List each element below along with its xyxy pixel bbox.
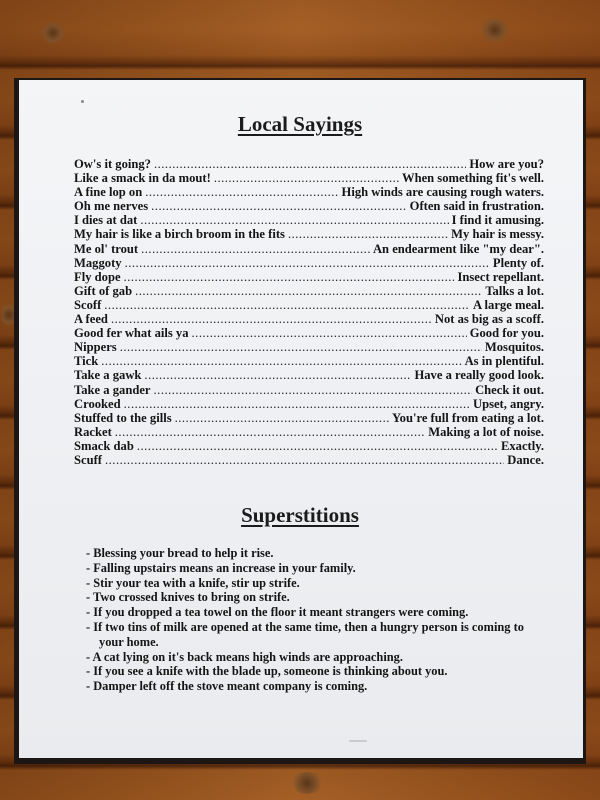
local-sayings-title: Local Sayings	[237, 112, 363, 136]
dot-leader	[151, 199, 407, 213]
superstition-item: - If you see a knife with the blade up, someone is thinking about you.	[86, 664, 448, 679]
superstition-item: - A cat lying on it's back means high winds are approaching.	[86, 649, 403, 664]
wood-knot	[290, 772, 324, 794]
saying-row	[74, 453, 544, 467]
saying-meaning: As in plentiful.	[464, 354, 544, 369]
superstitions-title: Superstitions	[241, 503, 359, 527]
saying-meaning: I find it amusing.	[451, 213, 544, 228]
saying-meaning: Exactly.	[500, 438, 544, 453]
saying-term: Me ol' trout	[74, 241, 139, 256]
dot-leader	[140, 213, 448, 227]
saying-term: Stuffed to the gills	[74, 410, 172, 425]
saying-term: Scoff	[74, 297, 102, 312]
dot-leader	[145, 185, 338, 199]
saying-meaning: Not as big as a scoff.	[434, 312, 544, 327]
dot-leader	[120, 340, 482, 354]
saying-meaning: A large meal.	[473, 297, 544, 312]
saying-meaning: Have a really good look.	[414, 368, 544, 383]
saying-term: Gift of gab	[74, 283, 133, 298]
saying-term: Tick	[74, 354, 99, 369]
saying-row	[74, 171, 544, 185]
saying-term: Ow's it going?	[74, 157, 151, 171]
superstition-item: - Stir your tea with a knife, stir up strife.	[86, 575, 300, 590]
superstition-item: - If you dropped a tea towel on the floor it meant strangers were coming.	[86, 605, 469, 620]
superstition-item: - If two tins of milk are opened at the same time, then a hungry person is coming to your home.	[86, 619, 524, 649]
superstition-item: - Damper left off the stove meant company is coming.	[86, 679, 368, 694]
saying-term: Racket	[74, 424, 112, 439]
saying-meaning: Talks a lot.	[485, 283, 544, 298]
saying-term: Scuff	[74, 452, 102, 467]
saying-row	[74, 354, 544, 368]
saying-term: Take a gander	[74, 382, 151, 397]
dot-leader	[124, 270, 455, 284]
saying-meaning: Dance.	[507, 452, 544, 467]
saying-term: Fly dope	[74, 269, 121, 284]
saying-term: Smack dab	[74, 438, 134, 453]
saying-term: Take a gawk	[74, 368, 142, 383]
saying-row	[74, 284, 544, 298]
wood-knot	[480, 18, 510, 42]
saying-row	[74, 213, 544, 227]
saying-meaning: How are you?	[469, 157, 544, 171]
dot-leader	[141, 242, 370, 256]
dot-leader	[154, 383, 473, 397]
saying-row	[74, 312, 544, 326]
saying-meaning: When something fit's well.	[401, 171, 544, 186]
saying-term: Like a smack in da mout!	[74, 171, 211, 186]
superstition-item: - Blessing your bread to help it rise.	[86, 546, 274, 560]
dot-leader	[144, 368, 411, 382]
dot-leader	[104, 298, 470, 312]
saying-meaning: Good for you.	[469, 326, 544, 341]
saying-meaning: Mosquitos.	[484, 340, 544, 355]
wood-knot	[40, 22, 66, 44]
dot-leader	[105, 453, 504, 467]
saying-row	[74, 439, 544, 453]
saying-term: I dies at dat	[74, 213, 138, 228]
saying-term: Nippers	[74, 340, 117, 355]
superstition-item: - Two crossed knives to bring on strife.	[86, 590, 290, 605]
saying-row	[74, 157, 544, 171]
saying-row	[74, 185, 544, 199]
saying-term: Good fer what ails ya	[74, 326, 189, 341]
superstition-item: - Falling upstairs means an increase in your family.	[86, 560, 356, 575]
superstitions-list	[86, 546, 536, 694]
saying-meaning: Check it out.	[475, 382, 544, 397]
saying-term: My hair is like a birch broom in the fits	[74, 227, 285, 242]
dot-leader	[288, 227, 448, 241]
saying-meaning: Upset, angry.	[472, 396, 544, 411]
dot-leader	[214, 171, 399, 185]
speck	[81, 100, 84, 103]
dot-leader	[115, 425, 425, 439]
saying-meaning: Making a lot of noise.	[428, 424, 544, 439]
dot-leader	[154, 157, 466, 171]
saying-row	[74, 326, 544, 340]
saying-row	[74, 270, 544, 284]
saying-meaning: An endearment like "my dear".	[372, 241, 544, 256]
saying-row	[74, 298, 544, 312]
dot-leader	[135, 284, 482, 298]
dot-leader	[192, 326, 467, 340]
saying-row	[74, 199, 544, 213]
saying-meaning: Often said in frustration.	[409, 199, 544, 214]
saying-row	[74, 227, 544, 241]
saying-meaning: Plenty of.	[492, 255, 544, 270]
saying-row	[74, 425, 544, 439]
local-sayings-list	[74, 157, 544, 467]
saying-term: Oh me nerves	[74, 199, 149, 214]
saying-meaning: Insect repellant.	[457, 269, 544, 284]
dot-leader	[124, 397, 470, 411]
speck	[349, 740, 367, 742]
saying-row	[74, 383, 544, 397]
dot-leader	[137, 439, 498, 453]
saying-term: Crooked	[74, 396, 121, 411]
saying-row	[74, 256, 544, 270]
saying-meaning: My hair is messy.	[451, 227, 544, 242]
saying-row	[74, 368, 544, 382]
saying-row	[74, 242, 544, 256]
dot-leader	[111, 312, 432, 326]
dot-leader	[125, 256, 490, 270]
saying-term: A feed	[74, 312, 108, 327]
saying-meaning: You're full from eating a lot.	[391, 410, 544, 425]
saying-row	[74, 411, 544, 425]
saying-term: A fine lop on	[74, 185, 143, 200]
saying-row	[74, 397, 544, 411]
saying-term: Maggoty	[74, 255, 122, 270]
saying-meaning: High winds are causing rough waters.	[341, 185, 544, 200]
dot-leader	[101, 354, 461, 368]
saying-row	[74, 340, 544, 354]
dot-leader	[175, 411, 389, 425]
